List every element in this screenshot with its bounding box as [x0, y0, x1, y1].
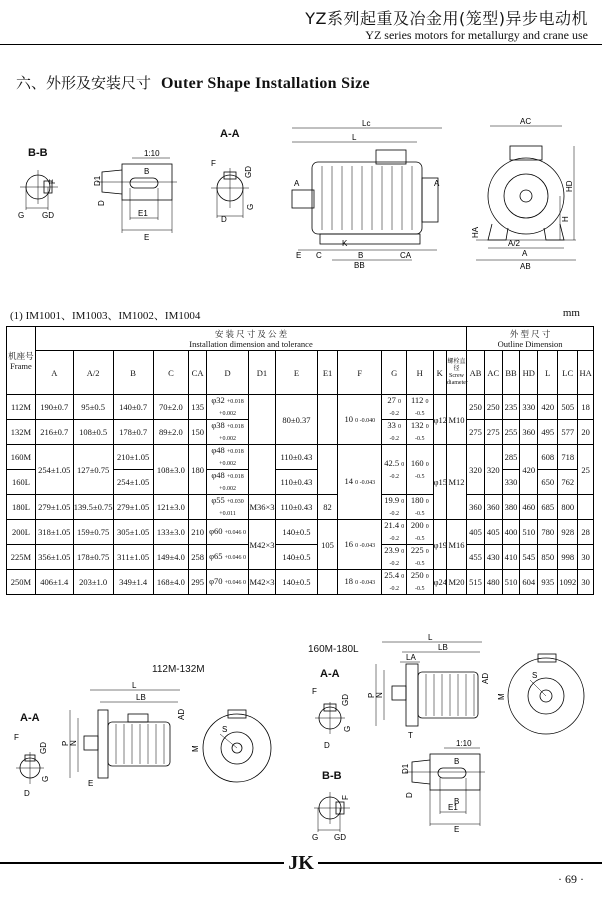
drawing-motor-front [470, 118, 580, 273]
table-cell: 180 0 -0.5 [406, 495, 433, 520]
table-cell: 762 [558, 470, 578, 495]
table-cell: 225M [7, 545, 36, 570]
drawing-large-aa [312, 682, 362, 752]
large-shaft-b2: B [454, 797, 460, 806]
table-cell: M16 [446, 520, 466, 570]
large-front-m: M [497, 693, 506, 700]
table-cell: 604 [520, 570, 538, 595]
drawing-large-front [497, 650, 590, 750]
table-cell [318, 570, 338, 595]
drawing-shaft-end [92, 148, 182, 243]
table-cell: 250 [484, 395, 502, 420]
table-cell: φ24 [433, 570, 446, 595]
table-cell: 400 [502, 520, 520, 545]
table-cell: 545 [520, 545, 538, 570]
table-cell: 160M [7, 445, 36, 470]
table-cell: 510 [502, 570, 520, 595]
small-side-n: N [69, 740, 78, 746]
large-side-n: N [375, 692, 384, 698]
table-cell: 25 [578, 445, 594, 495]
table-cell: 108±0.5 [73, 420, 113, 445]
shaft-label-taper: 1:10 [144, 149, 160, 158]
large-bb-gd: GD [334, 833, 346, 842]
table-cell: 360 [484, 495, 502, 520]
small-aa-ff: F [14, 733, 19, 742]
table-cell: 380 [502, 495, 520, 520]
table-cell: 250M [7, 570, 36, 595]
table-cell: 420 [520, 445, 538, 495]
table-cell: M20 [446, 570, 466, 595]
table-cell: 82 [318, 495, 338, 520]
section-title: 六、外形及安装尺寸 Outer Shape Installation Size [16, 74, 370, 92]
table-cell: φ48 +0.018 +0.002 [206, 470, 248, 495]
front-label-h: H [561, 216, 570, 222]
small-front-s: S [222, 725, 228, 734]
large-side-l: L [428, 633, 433, 642]
table-cell: 998 [558, 545, 578, 570]
drawing-large-side [362, 634, 492, 744]
small-side-e: E [88, 779, 94, 788]
th-d: D [206, 351, 248, 395]
table-cell [318, 445, 338, 495]
table-cell [318, 395, 338, 445]
table-cell: 139.5±0.75 [73, 495, 113, 520]
table-cell: 112 0 -0.5 [406, 395, 433, 420]
th-lc: LC [558, 351, 578, 395]
table-cell: 608 [538, 445, 558, 470]
aa-section-title: A-A [220, 128, 240, 140]
th-bb: BB [502, 351, 520, 395]
front-label-hd: HD [565, 180, 574, 192]
table-cell: 410 [502, 545, 520, 570]
table-cell: 718 [558, 445, 578, 470]
table-cell: φ32 +0.018 +0.002 [206, 395, 248, 420]
frame-small-title: 112M-132M [152, 664, 205, 675]
table-cell: M10 [446, 395, 466, 445]
table-cell: 110±0.43 [275, 495, 317, 520]
drawing-small-front [192, 708, 282, 798]
table-cell: 258 [189, 545, 207, 570]
table-cell: 28 [578, 520, 594, 545]
large-aa-f: F [312, 687, 317, 696]
table-cell: 178±0.75 [73, 545, 113, 570]
table-cell: 318±1.05 [35, 520, 73, 545]
table-cell: 254±1.05 [35, 445, 73, 495]
th-g: G [382, 351, 406, 395]
table-cell: 406±1.4 [35, 570, 73, 595]
table-cell: 30 [578, 570, 594, 595]
large-aa-title: A-A [320, 668, 340, 680]
dimension-table [6, 326, 594, 595]
table-cell: 360 [520, 420, 538, 445]
table-cell: 89±2.0 [153, 420, 189, 445]
th-b: B [113, 351, 153, 395]
large-aa-gd: GD [341, 694, 350, 706]
table-row [7, 495, 594, 520]
table-cell: 133±3.0 [153, 520, 189, 545]
th-install: 安 装 尺 寸 及 公 差 Installation dimension and tolerance [35, 327, 466, 351]
front-label-a: A [522, 249, 528, 258]
table-cell: 16 0 -0.043 [338, 520, 382, 570]
frame-large-title: 160M-180L [308, 644, 359, 655]
table-cell: 30 [578, 545, 594, 570]
table-row [7, 520, 594, 545]
table-cell: 515 [467, 570, 485, 595]
header-title-en: YZ series motors for metallurgy and crane use [365, 28, 588, 42]
th-hd: HD [520, 351, 538, 395]
table-cell: φ19 [433, 520, 446, 570]
table-cell: 800 [558, 495, 578, 520]
table-cell: M42×3 [249, 570, 276, 595]
table-cell: 14 0 -0.043 [338, 445, 382, 520]
table-cell: 460 [520, 495, 538, 520]
table-cell: 275 [467, 420, 485, 445]
th-l: L [538, 351, 558, 395]
table-cell: φ48 +0.018 +0.002 [206, 445, 248, 470]
table-cell: 70±2.0 [153, 395, 189, 420]
table-cell: 780 [538, 520, 558, 545]
table-cell: 255 [502, 420, 520, 445]
table-cell: 200 0 -0.5 [406, 520, 433, 545]
table-cell: 110±0.43 [275, 445, 317, 470]
table-cell: M42×3 [249, 520, 276, 570]
table-cell: 112M [7, 395, 36, 420]
table-cell: 160 0 -0.5 [406, 445, 433, 495]
side-label-b: B [358, 251, 364, 260]
footer-logo: JK [284, 850, 318, 876]
small-side-l: L [132, 681, 137, 690]
large-bb-title: B-B [322, 770, 342, 782]
table-cell: 505 [558, 395, 578, 420]
table-cell: 27 0 -0.2 [382, 395, 406, 420]
table-cell: 19.9 0 -0.2 [382, 495, 406, 520]
large-bb-g: G [312, 833, 319, 842]
table-cell: 356±1.05 [35, 545, 73, 570]
shaft-label-b: B [144, 167, 150, 176]
table-cell: 685 [538, 495, 558, 520]
table-cell: 225 0 -0.5 [406, 545, 433, 570]
small-front-m: M [191, 745, 200, 752]
table-cell: 650 [538, 470, 558, 495]
bb-label-f: F [48, 179, 57, 184]
side-label-lc: Lc [362, 119, 371, 128]
table-cell: 210±1.05 [113, 445, 153, 470]
bb-section-title: B-B [28, 147, 48, 159]
table-cell: 190±0.7 [35, 395, 73, 420]
table-cell: 850 [538, 545, 558, 570]
table-cell: 320 [484, 445, 502, 495]
th-d1: D1 [249, 351, 276, 395]
large-side-lb: LB [438, 643, 448, 652]
table-cell: 480 [484, 570, 502, 595]
drawing-large-shaft [400, 738, 490, 833]
th-h: H [406, 351, 433, 395]
th-e1: E1 [318, 351, 338, 395]
table-cell: M12 [446, 445, 466, 520]
large-side-p: P [367, 692, 376, 698]
th-ac: AC [484, 351, 502, 395]
side-label-a-right: A [434, 179, 440, 188]
th-outline: 外 型 尺 寸 Outline Dimension [467, 327, 594, 351]
th-ha: HA [578, 351, 594, 395]
large-shaft-d1: D1 [401, 763, 410, 774]
table-cell: 132M [7, 420, 36, 445]
bb-label-g: G [18, 211, 25, 220]
table-cell: 295 [189, 570, 207, 595]
shaft-label-e: E [144, 233, 150, 242]
th-a: A [35, 351, 73, 395]
shaft-label-d: D [97, 200, 106, 206]
table-cell [189, 495, 207, 520]
table-cell: 455 [467, 545, 485, 570]
side-label-k: K [342, 239, 348, 248]
table-cell: φ60 +0.046 0 [206, 520, 248, 545]
table-cell: 203±1.0 [73, 570, 113, 595]
th-a2: A/2 [73, 351, 113, 395]
table-cell: φ15 [433, 445, 446, 520]
table-cell: 80±0.37 [275, 395, 317, 445]
table-cell: M36×3 [249, 495, 276, 520]
side-label-a-left: A [294, 179, 300, 188]
table-unit: mm [562, 307, 580, 319]
table-cell: 285 [502, 445, 520, 470]
small-side-ad: AD [177, 708, 186, 720]
table-cell: 928 [558, 520, 578, 545]
large-shaft-e: E [454, 825, 460, 834]
table-cell: 311±1.05 [113, 545, 153, 570]
table-cell: φ65 +0.046 0 [206, 545, 248, 570]
large-shaft-d: D [405, 792, 414, 798]
table-cell: 1092 [558, 570, 578, 595]
front-label-a2: A/2 [508, 239, 521, 248]
table-cell: 235 [502, 395, 520, 420]
table-cell: 33 0 -0.2 [382, 420, 406, 445]
table-cell: 20 [578, 420, 594, 445]
table-cell: 405 [484, 520, 502, 545]
large-shaft-b: B [454, 757, 460, 766]
table-cell: 121±3.0 [153, 495, 189, 520]
table-cell: 935 [538, 570, 558, 595]
table-cell: 577 [558, 420, 578, 445]
table-cell: 330 [502, 470, 520, 495]
side-label-c: C [316, 251, 322, 260]
table-cell: 405 [467, 520, 485, 545]
table-cell: 254±1.05 [113, 470, 153, 495]
table-cell: 21.4 0 -0.2 [382, 520, 406, 545]
table-cell [249, 445, 276, 495]
aa-label-f: F [211, 159, 216, 168]
side-label-e: E [296, 251, 302, 260]
table-cell: φ55 +0.030 +0.011 [206, 495, 248, 520]
shaft-label-e1: E1 [138, 209, 148, 218]
large-side-ad: AD [481, 672, 490, 684]
table-row [7, 545, 594, 570]
table-cell: φ38 +0.018 +0.002 [206, 420, 248, 445]
bb-label-gd: GD [42, 211, 54, 220]
table-cell: 160L [7, 470, 36, 495]
table-cell: 140±0.7 [113, 395, 153, 420]
table-cell: 135 [189, 395, 207, 420]
table-cell: 495 [538, 420, 558, 445]
table-cell: 127±0.75 [73, 445, 113, 495]
table-variants: (1) IM1001、IM1003、IM1002、IM1004 [10, 310, 201, 322]
aa-label-gd: GD [244, 166, 253, 178]
table-row [7, 395, 594, 420]
table-cell: 10 0 -0.040 [338, 395, 382, 445]
table-cell: 25.4 0 -0.2 [382, 570, 406, 595]
th-e: E [275, 351, 317, 395]
table-cell: 250 0 -0.5 [406, 570, 433, 595]
table-cell: 178±0.7 [113, 420, 153, 445]
th-bolt: 螺栓直径 Screw diameter [446, 351, 466, 395]
th-ca: CA [189, 351, 207, 395]
table-cell: 140±0.5 [275, 545, 317, 570]
small-aa-d: D [24, 789, 30, 798]
table-row [7, 570, 594, 595]
header-title-cn: YZ系列起重及冶金用(笼型)异步电动机 [305, 9, 588, 28]
table-row [7, 445, 594, 470]
table-cell: 42.5 0 -0.2 [382, 445, 406, 495]
table-cell: 180 [189, 445, 207, 495]
table-cell: 140±0.5 [275, 570, 317, 595]
th-frame: 机座号 Frame [7, 327, 36, 395]
drawing-small-side [60, 680, 185, 790]
table-cell: 159±0.75 [73, 520, 113, 545]
table-cell: 18 [578, 395, 594, 420]
table-cell: 105 [318, 520, 338, 570]
large-shaft-taper: 1:10 [456, 739, 472, 748]
table-cell: 149±4.0 [153, 545, 189, 570]
table-cell: 95±0.5 [73, 395, 113, 420]
shaft-label-d1: D1 [93, 175, 102, 186]
table-cell: 430 [484, 545, 502, 570]
table-cell: φ70 +0.046 0 [206, 570, 248, 595]
drawing-small-aa [12, 730, 62, 800]
table-cell: 305±1.05 [113, 520, 153, 545]
large-bb-f: F [341, 795, 350, 800]
table-cell: 132 0 -0.5 [406, 420, 433, 445]
large-aa-d: D [324, 741, 330, 750]
small-aa-gd: GD [39, 742, 48, 754]
table-cell: 150 [189, 420, 207, 445]
small-side-lb: LB [136, 693, 146, 702]
th-ab: AB [467, 351, 485, 395]
table-cell [249, 395, 276, 445]
large-aa-g: G [343, 725, 352, 732]
table-cell: 23.9 0 -0.2 [382, 545, 406, 570]
front-label-ac: AC [520, 117, 532, 126]
table-cell: 420 [538, 395, 558, 420]
table-cell: 108±3.0 [153, 445, 189, 495]
table-cell: 210 [189, 520, 207, 545]
large-side-t: T [408, 731, 413, 740]
table-cell: 275 [484, 420, 502, 445]
table-cell: 349±1.4 [113, 570, 153, 595]
small-side-p: P [61, 740, 70, 746]
side-label-l: L [352, 133, 357, 142]
table-cell: 18 0 -0.043 [338, 570, 382, 595]
table-cell: 279±1.05 [35, 495, 73, 520]
th-f: F [338, 351, 382, 395]
table-cell: 360 [467, 495, 485, 520]
header-rule [0, 44, 602, 45]
table-cell: 330 [520, 395, 538, 420]
table-cell [578, 495, 594, 520]
small-aa-title: A-A [20, 712, 40, 724]
front-label-ab: AB [520, 262, 531, 271]
table-cell: 110±0.43 [275, 470, 317, 495]
table-cell: φ12 [433, 395, 446, 445]
large-front-s: S [532, 671, 538, 680]
large-shaft-e1: E1 [448, 803, 458, 812]
table-cell: 168±4.0 [153, 570, 189, 595]
table-cell: 216±0.7 [35, 420, 73, 445]
table-cell: 140±0.5 [275, 520, 317, 545]
th-k: K [433, 351, 446, 395]
drawing-aa-section [205, 150, 265, 235]
table-cell: 200L [7, 520, 36, 545]
aa-label-d: D [221, 215, 227, 224]
side-label-ca: CA [400, 251, 412, 260]
side-label-bb: BB [354, 261, 365, 270]
front-label-ha: HA [471, 226, 480, 238]
drawing-motor-side [282, 120, 457, 270]
aa-label-g: G [246, 203, 255, 210]
table-cell: 510 [520, 520, 538, 545]
table-cell: 180L [7, 495, 36, 520]
page-number: · 69 · [558, 872, 584, 886]
table-cell: 279±1.05 [113, 495, 153, 520]
small-aa-g: G [41, 775, 50, 782]
table-cell: 320 [467, 445, 485, 495]
large-side-la: LA [406, 653, 416, 662]
table-cell: 250 [467, 395, 485, 420]
th-c: C [153, 351, 189, 395]
drawing-large-bb [310, 784, 370, 844]
